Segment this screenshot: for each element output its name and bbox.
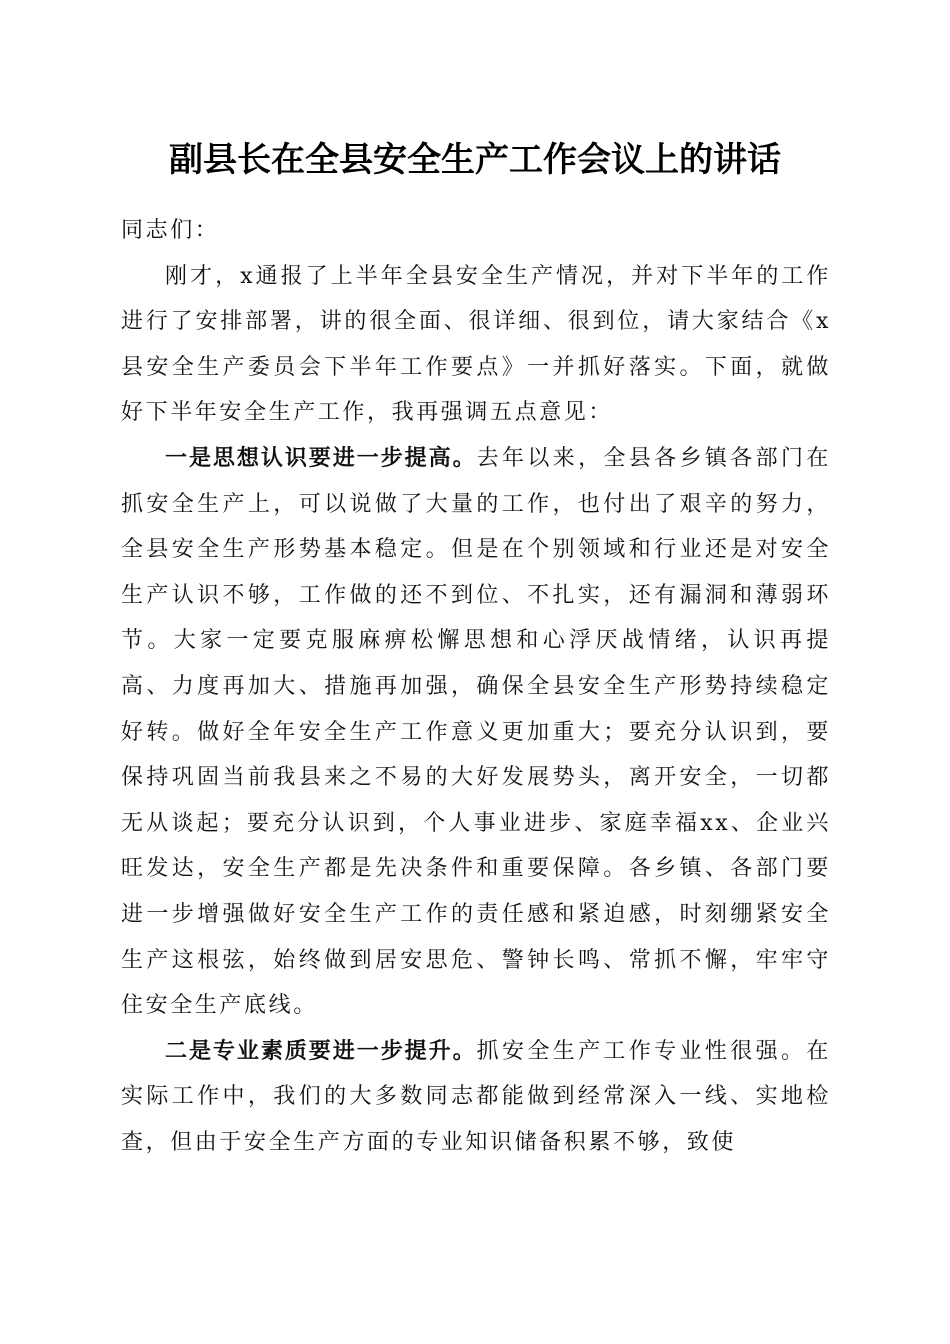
paragraph-lead-heading: 一是思想认识要进一步提高。 [165,444,477,471]
paragraph-lead-heading: 二是专业素质要进一步提升。 [165,1037,477,1064]
paragraph-opening [121,254,831,436]
paragraph-text: 刚才，x通报了上半年全县安全生产情况，并对下半年的工作进行了安排部署，讲的很全面、很详细、很到位，请大家结合《x县安全生产委员会下半年工作要点》一并抓好落实。下面，就做好下半年安全生产工作，我再强调五点意见： [121,263,831,426]
paragraph-text: 抓安全生产工作专业性很强。在实际工作中，我们的大多数同志都能做到经常深入一线、实地检查，但由于安全生产方面的专业知识储备积累不够，致使 [121,1038,831,1155]
document-body [121,208,831,1165]
salutation: 同志们： [121,218,220,243]
paragraph-text: 去年以来，全县各乡镇各部门在抓安全生产上，可以说做了大量的工作，也付出了艰辛的努力，全县安全生产形势基本稳定。但是在个别领域和行业还是对安全生产认识不够，工作做的还不到位、不扎实，还有漏洞和薄弱环节。大家一定要克服麻痹松懈思想和心浮厌战情绪，认识再提高、力度再加大、措施再加强，确保全县安全生产形势持续稳定好转。做好全年安全生产工作意义更加重大；要充分认识到，要保持巩固当前我县来之不易的大好发展势头，离开安全，一切都无从谈起；要充分认识到，个人事业进步、家庭幸福xx、企业兴旺发达，安全生产都是先决条件和重要保障。各乡镇、各部门要进一步增强做好安全生产工作的责任感和紧迫感，时刻绷紧安全生产这根弦，始终做到居安思危、警钟长鸣、常抓不懈，牢牢守住安全生产底线。 [121,445,831,1019]
document-title: 副县长在全县安全生产工作会议上的讲话 [169,140,781,180]
paragraph-point-one [121,436,831,1029]
paragraph-point-two [121,1029,831,1166]
